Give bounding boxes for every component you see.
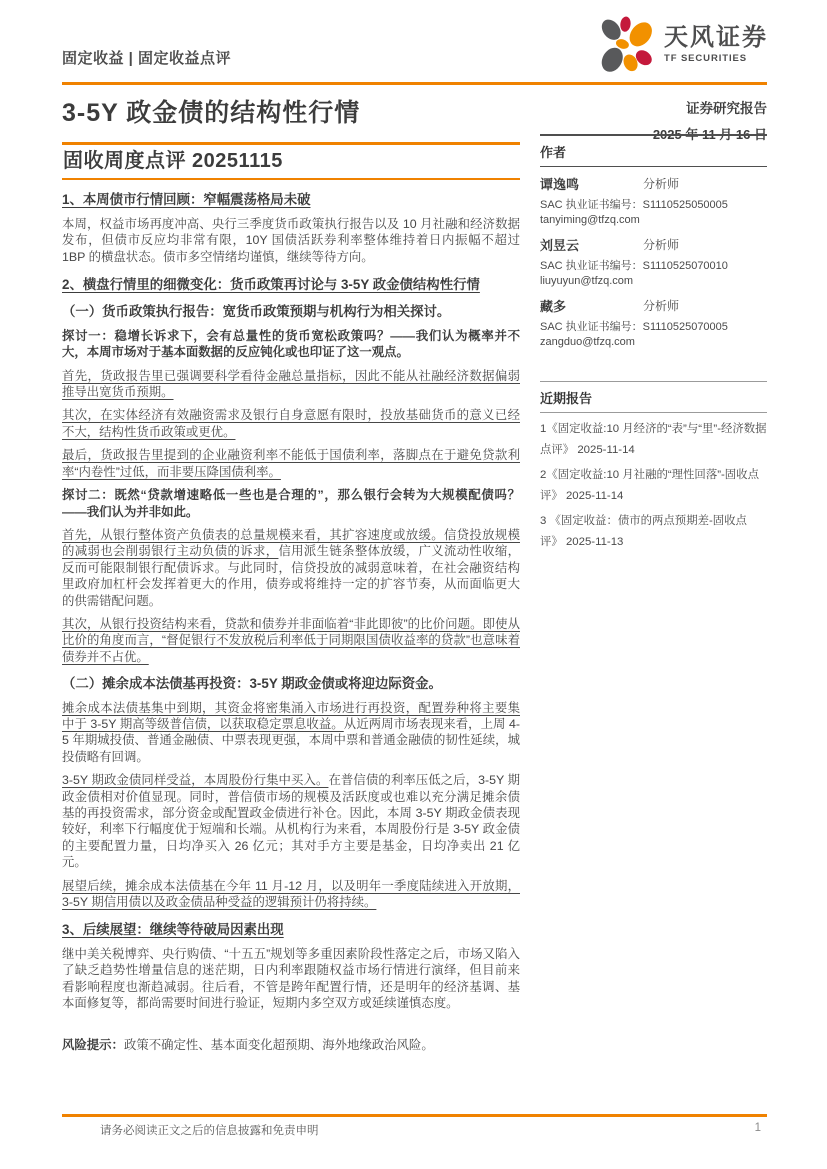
text-segment: 1、本周债市行情回顾：窄幅震荡格局未破 bbox=[62, 192, 311, 208]
report-sidebar bbox=[540, 134, 767, 557]
page-title: 3-5Y 政金债的结构性行情 bbox=[62, 99, 361, 127]
authors-heading: 作者 bbox=[540, 145, 567, 160]
paragraph bbox=[62, 878, 520, 911]
page-footer bbox=[62, 1122, 767, 1138]
text-segment: 摊余成本法债基集中到期，其资金将密集涌入市场进行再投资，配置券种将主要集中于 3-5Y 期高等级普信债，以获取稳定票息收益。 bbox=[62, 700, 520, 731]
author-name-row bbox=[540, 296, 767, 315]
section-heading bbox=[62, 192, 520, 208]
paragraph bbox=[62, 447, 520, 480]
text-segment: 其次，在实体经济有效融资需求及银行自身意愿有限时，投放基础货币的意义已经不大，结构性货币政策或更优。 bbox=[62, 408, 520, 439]
report-category: 固定收益 | 固定收益点评 bbox=[62, 50, 232, 67]
text-segment: 探讨一：稳增长诉求下，会有总量性的货币宽松政策吗？——我们认为概率并不大，本周市场对于基本面数据的反应钝化或也印证了这一观点。 bbox=[62, 328, 520, 360]
author-name-row bbox=[540, 174, 767, 193]
text-segment: 2、横盘行情里的细微变化：货币政策再讨论与 3-5Y 政金债结构性行情 bbox=[62, 277, 480, 293]
author-sac-number: SAC 执业证书编号：S1110525050005 bbox=[540, 199, 728, 211]
paragraph bbox=[62, 487, 520, 520]
section-banner bbox=[62, 142, 520, 180]
text-segment: 其次，从银行投资结构来看，贷款和债券并非面临着“非此即彼”的比价问题。即使从比价的角度而言，“督促银行不发放税后利率低于同期限国债收益率的贷款”也意味着债券并不占优。 bbox=[62, 616, 520, 664]
recent-report-item: 2《固定收益:10 月社融的“理性回落”-固收点评》 2025-11-14 bbox=[540, 469, 759, 502]
top-divider bbox=[62, 82, 767, 85]
text-segment: 政策不确定性、基本面变化超预期、海外地缘政治风险。 bbox=[123, 1038, 434, 1053]
section-heading bbox=[62, 304, 520, 320]
authors-list bbox=[540, 167, 767, 367]
footer-divider bbox=[62, 1114, 767, 1117]
brand-text bbox=[664, 25, 768, 64]
text-segment: 探讨二：既然“贷款增速略低一些也是合理的”，那么银行会转为大规模配债吗？——我们认为并非如此。 bbox=[62, 488, 520, 519]
report-type-label: 证券研究报告 bbox=[686, 101, 767, 116]
section-heading bbox=[62, 922, 520, 938]
reports-list bbox=[540, 413, 767, 552]
author-role: 分析师 bbox=[643, 177, 680, 191]
footer-disclaimer: 请务必阅读正文之后的信息披露和免责申明 bbox=[100, 1125, 319, 1137]
reports-heading: 近期报告 bbox=[540, 391, 593, 406]
recent-report-item: 3 《固定收益：债市的两点预期差-固收点评》 2025-11-13 bbox=[540, 515, 747, 548]
paragraph bbox=[62, 368, 520, 401]
text-segment: 从近两周市场表现来看，上周 4-5 年期城投债、普通金融债、中票表现更强，本周中票和普通金融债的韧性延续，城投债略有回调。 bbox=[62, 716, 520, 764]
author-name: 刘昱云 bbox=[540, 238, 580, 253]
paragraph bbox=[62, 328, 520, 361]
recent-report-item: 1《固定收益:10 月经济的“表”与“里”-经济数据点评》 2025-11-14 bbox=[540, 423, 767, 456]
author-entry bbox=[540, 174, 767, 226]
article-column bbox=[62, 142, 520, 1054]
text-segment: 信用派生链条整体放缓，广义流动性收缩，反而可能限制银行配债诉求。与此同时，信贷投放的减弱意味着，在社会融资结构里政府加杠杆会发挥着更大的作用，债券或将维持一定的扩容节奏，从而面临更大的供需错配问题。 bbox=[62, 544, 521, 608]
author-name-row bbox=[540, 235, 767, 254]
text-segment: 展望后续，摊余成本法债基在今年 11 月-12 月，以及明年一季度陆续进入开放期，3-5Y 期信用债以及政金债品种受益的逻辑预计仍将持续。 bbox=[62, 878, 520, 910]
author-email: tanyiming@tfzq.com bbox=[540, 214, 640, 226]
page-number: 1 bbox=[754, 1122, 761, 1134]
brand-name-en: TF SECURITIES bbox=[664, 53, 747, 64]
text-segment: 3-5Y 期政金债同样受益，本周股份行集中买入。 bbox=[62, 773, 329, 788]
paragraph bbox=[62, 1037, 520, 1053]
text-segment: 本周，权益市场再度冲高、央行三季度货币政策执行报告以及 10 月社融和经济数据发布，但债市反应均非常有限，10Y 国债活跃券利率整体维持着日内振幅不超过 1BP 的横盘状态。债市多空情绪均谨慎，继续等待方向。 bbox=[62, 216, 520, 264]
section-heading bbox=[62, 277, 520, 293]
section-heading bbox=[62, 676, 520, 692]
text-segment: 继中美关税博弈、央行购债、“十五五”规划等多重因素阶段性落定之后，市场又陷入了缺乏趋势性增量信息的迷茫期，日内利率跟随权益市场行情进行演绎，但目前来看影响程度也渐趋减弱。往后看，不管是跨年配置行情，还是明年的经济基调、基本面修复等，都尚需要时间进行验证，短期内多空双方或延续谨慎态度。 bbox=[62, 946, 520, 1011]
tf-securities-logo bbox=[598, 16, 768, 73]
text-segment: 3、后续展望：继续等待破局因素出现 bbox=[62, 922, 284, 938]
text-segment: 在普信债的利率压低之后，3-5Y 期政金债相对价值显现。同时，普信债市场的规模及活跃度或也难以充分满足摊余债基的再投资需求，部分资金或配置政金债进行补仓。因此，本周 3-5Y 期政金债表现较好，利率下行幅度优于短端和长端。从机构行为来看，本周股份行是 3-5Y 政金债的主要配置力量，日均净买入 26 亿元；其对手方主要是基金，日均净卖出 21 亿元。 bbox=[62, 773, 520, 870]
paragraph bbox=[62, 527, 520, 609]
text-segment: 首先，货政报告里已强调要科学看待金融总量指标，因此不能从社融经济数据偏弱推导出宽货币预期。 bbox=[62, 368, 520, 400]
author-email: zangduo@tfzq.com bbox=[540, 336, 635, 348]
author-name: 谭逸鸣 bbox=[540, 177, 580, 192]
text-segment: 首先，从银行整体资产负债表的总量规模来看，其扩容速度或放缓。信贷投放规模的减弱也会削弱银行主动负债的诉求， bbox=[62, 527, 520, 559]
author-sac-number: SAC 执业证书编号：S1110525070005 bbox=[540, 321, 728, 333]
author-entry bbox=[540, 296, 767, 348]
paragraph bbox=[62, 772, 520, 870]
paragraph bbox=[62, 616, 520, 665]
author-role: 分析师 bbox=[643, 238, 680, 252]
text-segment: 风险提示： bbox=[62, 1038, 124, 1053]
tf-logo-flower-icon bbox=[598, 16, 655, 73]
paragraph bbox=[62, 407, 520, 440]
author-email: liuyuyun@tfzq.com bbox=[540, 275, 634, 287]
author-entry bbox=[540, 235, 767, 287]
banner-bottom-rule bbox=[62, 178, 520, 180]
banner-title: 固收周度点评 20251115 bbox=[63, 150, 283, 172]
text-segment: （二）摊余成本法债基再投资：3-5Y 期政金债或将迎边际资金。 bbox=[62, 676, 442, 692]
paragraph bbox=[62, 946, 520, 1012]
article-blocks bbox=[62, 192, 520, 1053]
text-segment: 最后，货政报告里提到的企业融资利率不能低于国债利率，落脚点在于避免贷款利率“内卷性”过低，而非要压降国债利率。 bbox=[62, 448, 520, 479]
author-name: 藏多 bbox=[540, 299, 567, 314]
paragraph bbox=[62, 216, 520, 265]
author-sac-number: SAC 执业证书编号：S1110525070010 bbox=[540, 260, 728, 272]
paragraph bbox=[62, 700, 520, 766]
brand-name-cn: 天风证券 bbox=[664, 24, 768, 51]
report-date: 2025 年 11 月 16 日 bbox=[652, 127, 767, 142]
text-segment: （一）货币政策执行报告：宽货币政策预期与机构行为相关探讨。 bbox=[62, 304, 451, 320]
author-role: 分析师 bbox=[643, 299, 680, 313]
